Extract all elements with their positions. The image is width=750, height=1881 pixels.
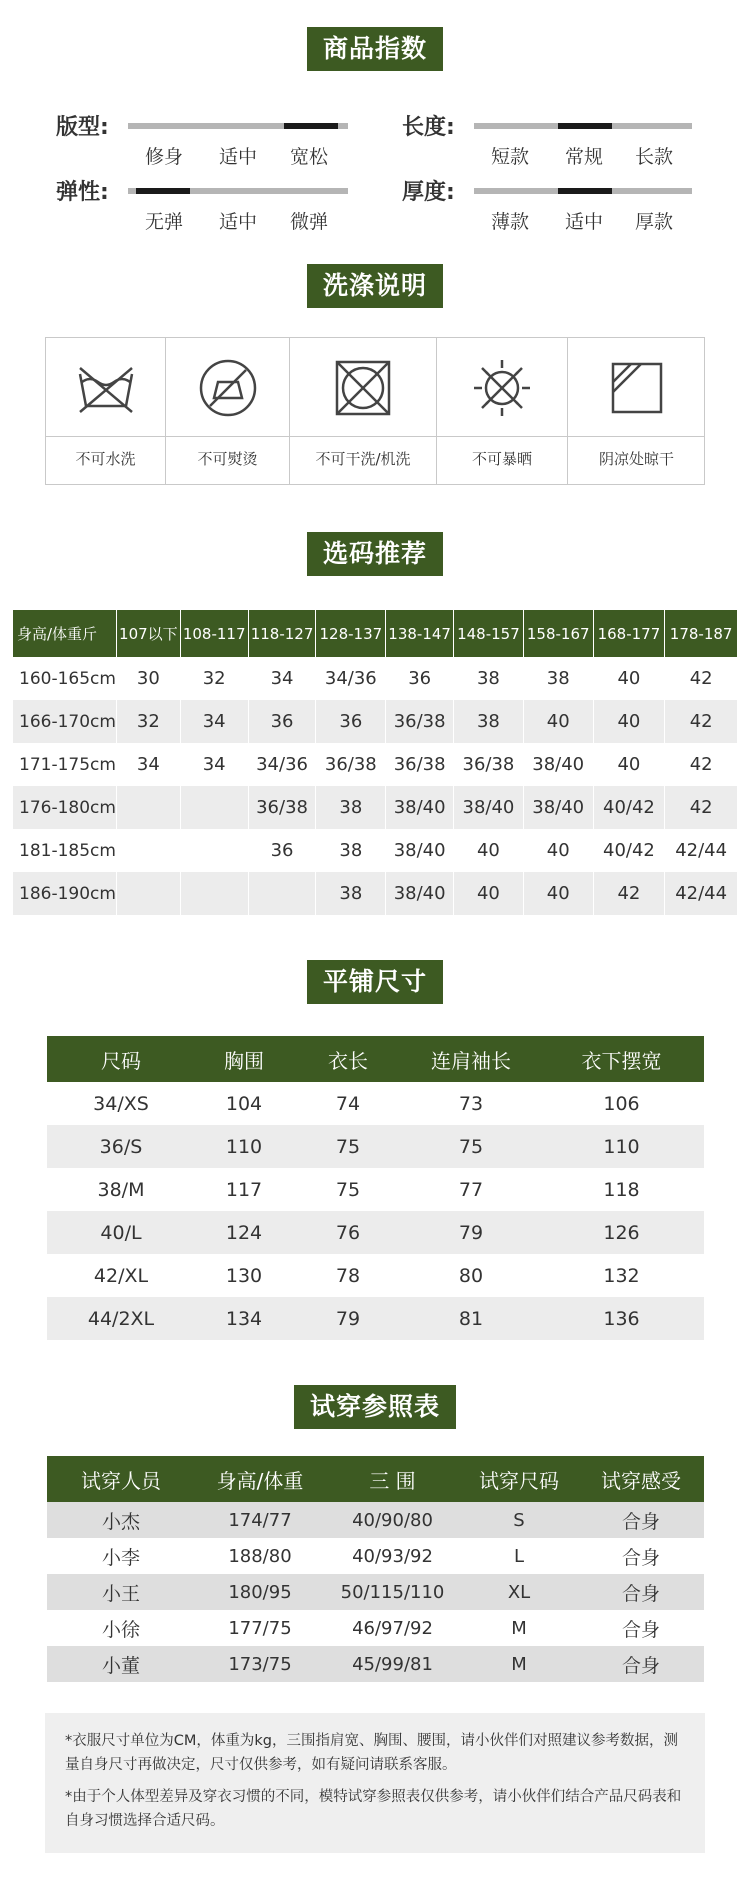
table-cell: [181, 786, 249, 829]
table-cell: 36/38: [454, 743, 524, 786]
table-row: [47, 1646, 704, 1682]
table-cell: 40: [524, 700, 594, 743]
table-cell: 38: [454, 700, 524, 743]
table-row: [13, 657, 738, 700]
table-cell: 40/42: [594, 829, 666, 872]
table-cell: 小徐: [101, 1618, 140, 1641]
table-row: [47, 1211, 704, 1254]
wash-item-no-dry-clean: [289, 338, 436, 484]
index-elasticity-option: 适中: [218, 211, 258, 233]
table-cell: XL: [460, 1574, 578, 1610]
table-row: [13, 829, 738, 872]
table-cell: 40/93/92: [352, 1545, 433, 1567]
table-cell: 160-165cm: [13, 657, 117, 700]
table-cell: 合身: [621, 1546, 660, 1569]
table-cell: 42/44: [665, 872, 738, 915]
table-cell: 126: [539, 1211, 704, 1254]
table-cell: 44/2XL: [47, 1297, 195, 1340]
table-cell: 合身: [578, 1574, 704, 1610]
table-cell: 36/38: [386, 700, 454, 743]
table-cell: 38/40: [386, 829, 454, 872]
size-notes: [45, 1713, 705, 1853]
table-cell: 40: [524, 872, 594, 915]
table-cell: 79: [293, 1297, 403, 1340]
section-title-tryon: 试穿参照表: [294, 1385, 456, 1429]
table-header-cell: 138-147: [386, 610, 454, 657]
wash-item-label: 不可水洗: [75, 450, 136, 468]
table-cell: 合身: [578, 1646, 704, 1682]
table-cell: 合身: [578, 1502, 704, 1538]
table-cell: 34: [249, 657, 317, 700]
table-header-cell: 128-137: [316, 610, 386, 657]
table-header-row: [13, 610, 738, 657]
index-fit-option: 适中: [218, 146, 258, 168]
table-cell: 34/36: [249, 743, 317, 786]
index-fit-option: 宽松: [289, 146, 329, 168]
table-cell: 171-175cm: [13, 743, 117, 786]
table-cell: 34/36: [316, 657, 386, 700]
table-header-cell: 身高/体重斤: [13, 610, 117, 657]
table-cell: 173/75: [195, 1646, 325, 1682]
table-header-cell: 试穿感受: [578, 1456, 704, 1502]
table-cell: L: [513, 1545, 525, 1567]
table-cell: 50/115/110: [325, 1574, 460, 1610]
table-cell: [249, 872, 317, 915]
table-header-cell: 衣长: [293, 1036, 403, 1082]
table-cell: 134: [195, 1297, 293, 1340]
table-cell: 36/38: [386, 743, 454, 786]
table-cell: 40/L: [47, 1211, 195, 1254]
tryon-table: [47, 1456, 704, 1682]
table-cell: 36: [316, 700, 386, 743]
table-cell: 38/M: [97, 1178, 145, 1201]
index-elasticity-marker: [136, 188, 190, 194]
wash-panel: [45, 337, 705, 485]
table-cell: 30: [117, 657, 181, 700]
table-cell: 小李: [101, 1546, 140, 1569]
table-header-cell: 148-157: [454, 610, 524, 657]
index-length-label: 长度:: [402, 115, 455, 140]
no-dry-clean-icon: [331, 356, 395, 420]
table-cell: M: [511, 1617, 527, 1639]
index-fit: [56, 110, 356, 170]
table-row: [13, 786, 738, 829]
table-row: [47, 1538, 704, 1574]
table-header-cell: 胸围: [195, 1036, 293, 1082]
table-cell: 46/97/92: [352, 1617, 433, 1639]
index-thickness-option: 厚款: [634, 211, 674, 233]
table-cell: M: [460, 1646, 578, 1682]
table-cell: 75: [293, 1125, 403, 1168]
table-header-cell: 三 围: [325, 1456, 460, 1502]
wash-item-shade-dry: [567, 338, 705, 484]
table-cell: 40: [594, 700, 666, 743]
table-cell: 40: [454, 829, 524, 872]
table-row: [47, 1125, 704, 1168]
table-cell: 38: [524, 657, 594, 700]
no-sun-icon: [470, 356, 534, 420]
table-cell: [181, 872, 249, 915]
wash-item-no-wash: [46, 338, 165, 484]
table-cell: [117, 872, 181, 915]
wash-divider: [437, 436, 567, 437]
table-cell: 118: [603, 1178, 640, 1201]
table-cell: 136: [539, 1297, 704, 1340]
table-cell: [117, 829, 181, 872]
table-cell: 42: [665, 657, 738, 700]
table-header-cell: 168-177: [594, 610, 666, 657]
table-header-cell: 107以下: [117, 610, 181, 657]
wash-item-label: 不可干洗/机洗: [315, 450, 411, 468]
table-header-cell: 108-117: [181, 610, 249, 657]
table-cell: 40: [524, 829, 594, 872]
table-cell: 38: [316, 829, 386, 872]
table-row: [47, 1502, 704, 1538]
index-thickness-option: 薄款: [490, 211, 530, 233]
table-cell: 34: [117, 743, 181, 786]
table-cell: 180/95: [195, 1574, 325, 1610]
index-thickness-option: 适中: [564, 211, 604, 233]
note-text: *衣服尺寸单位为CM，体重为kg，三围指肩宽、胸围、腰围，请小伙伴们对照建议参考数据，测量自身尺寸再做决定，尺寸仅供参考，如有疑问请联系客服。: [65, 1733, 678, 1773]
table-cell: 104: [225, 1092, 263, 1115]
table-cell: 40/42: [594, 786, 666, 829]
table-row: [47, 1168, 704, 1211]
index-thickness-label: 厚度:: [402, 180, 455, 205]
table-cell: 36/S: [47, 1125, 195, 1168]
table-cell: 166-170cm: [13, 700, 117, 743]
table-cell: 36: [386, 657, 454, 700]
table-header-cell: 118-127: [249, 610, 317, 657]
wash-item-label: 不可暴晒: [471, 450, 532, 468]
table-cell: 74: [335, 1092, 361, 1115]
table-header-row: [47, 1036, 704, 1082]
table-row: [13, 872, 738, 915]
table-cell: 36/38: [316, 743, 386, 786]
table-row: [47, 1254, 704, 1297]
table-cell: 32: [117, 700, 181, 743]
index-fit-bar: [128, 123, 348, 129]
table-cell: 40: [594, 743, 666, 786]
table-header-cell: 衣下摆宽: [539, 1036, 704, 1082]
index-thickness-marker: [558, 188, 612, 194]
table-cell: 40: [594, 657, 666, 700]
table-cell: 132: [603, 1264, 640, 1287]
index-elasticity-label: 弹性:: [56, 180, 109, 205]
table-cell: 34: [181, 743, 249, 786]
table-cell: 42/XL: [93, 1264, 149, 1287]
table-header-cell: 身高/体重: [195, 1456, 325, 1502]
table-cell: 181-185cm: [13, 829, 117, 872]
table-cell: 174/77: [195, 1502, 325, 1538]
table-cell: 77: [458, 1178, 484, 1201]
section-title-flat: 平铺尺寸: [307, 960, 443, 1004]
table-cell: 32: [181, 657, 249, 700]
wash-divider: [568, 436, 705, 437]
index-elasticity-option: 无弹: [144, 211, 184, 233]
table-cell: 38: [316, 872, 386, 915]
wash-item-label: 不可熨烫: [197, 450, 258, 468]
table-row: [47, 1610, 704, 1646]
index-length: [402, 110, 702, 170]
table-cell: 38/40: [386, 872, 454, 915]
table-cell: 73: [458, 1092, 484, 1115]
table-cell: 106: [603, 1092, 640, 1115]
table-cell: 76: [293, 1211, 403, 1254]
table-cell: 小董: [47, 1646, 195, 1682]
table-cell: 188/80: [228, 1545, 292, 1567]
table-cell: 80: [458, 1264, 484, 1287]
table-row: [47, 1082, 704, 1125]
no-wash-icon: [74, 356, 138, 420]
table-cell: 186-190cm: [13, 872, 117, 915]
table-cell: 合身: [621, 1618, 660, 1641]
index-length-marker: [558, 123, 612, 129]
wash-item-no-iron: [165, 338, 289, 484]
section-title-size-rec: 选码推荐: [307, 532, 443, 576]
table-header-cell: 试穿人员: [47, 1456, 195, 1502]
section-title-wash: 洗涤说明: [307, 264, 443, 308]
table-cell: 117: [225, 1178, 263, 1201]
wash-divider: [290, 436, 436, 437]
wash-divider: [46, 436, 165, 437]
table-cell: 42: [665, 700, 738, 743]
note-text: *由于个人体型差异及穿衣习惯的不同，模特试穿参照表仅供参考，请小伙伴们结合产品尺码表和自身习惯选择合适尺码。: [65, 1789, 682, 1829]
table-cell: 81: [403, 1297, 539, 1340]
table-cell: 176-180cm: [13, 786, 117, 829]
table-cell: 38: [454, 657, 524, 700]
table-cell: 78: [335, 1264, 361, 1287]
table-cell: 小王: [47, 1574, 195, 1610]
table-cell: 130: [225, 1264, 263, 1287]
table-cell: 42: [594, 872, 666, 915]
no-iron-icon: [196, 356, 260, 420]
table-row: [13, 700, 738, 743]
table-cell: 45/99/81: [325, 1646, 460, 1682]
wash-item-label: 阴凉处晾干: [598, 450, 674, 468]
index-length-option: 长款: [634, 146, 674, 168]
table-cell: 110: [539, 1125, 704, 1168]
index-thickness-bar: [474, 188, 692, 194]
table-row: [47, 1574, 704, 1610]
table-cell: 38/40: [524, 786, 594, 829]
table-header-cell: 试穿尺码: [460, 1456, 578, 1502]
table-cell: 75: [335, 1178, 361, 1201]
table-cell: 40/90/80: [325, 1502, 460, 1538]
table-cell: 75: [403, 1125, 539, 1168]
wash-item-no-sun: [436, 338, 567, 484]
table-cell: 36/38: [249, 786, 317, 829]
table-header-cell: 尺码: [47, 1036, 195, 1082]
table-cell: [181, 829, 249, 872]
table-cell: 38/40: [524, 743, 594, 786]
table-cell: 42: [665, 786, 738, 829]
index-elasticity: [56, 175, 356, 235]
table-header-row: [47, 1456, 704, 1502]
table-cell: 小杰: [47, 1502, 195, 1538]
table-cell: 79: [403, 1211, 539, 1254]
index-fit-marker: [284, 123, 338, 129]
wash-divider: [166, 436, 289, 437]
table-cell: 42/44: [665, 829, 738, 872]
table-cell: 38: [316, 786, 386, 829]
table-cell: 38/40: [454, 786, 524, 829]
table-header-cell: 178-187: [665, 610, 738, 657]
index-length-option: 短款: [490, 146, 530, 168]
index-elasticity-bar: [128, 188, 348, 194]
index-thickness: [402, 175, 702, 235]
section-title-index: 商品指数: [307, 27, 443, 71]
table-cell: 34/XS: [93, 1092, 149, 1115]
table-cell: 177/75: [228, 1617, 292, 1639]
table-cell: 40: [454, 872, 524, 915]
table-cell: 34: [181, 700, 249, 743]
index-length-option: 常规: [564, 146, 604, 168]
index-fit-option: 修身: [144, 146, 184, 168]
table-cell: 36: [249, 700, 317, 743]
shade-dry-icon: [605, 356, 669, 420]
size-recommendation-table: [13, 610, 738, 915]
table-cell: S: [460, 1502, 578, 1538]
table-header-cell: 连肩袖长: [403, 1036, 539, 1082]
index-elasticity-option: 微弹: [289, 211, 329, 233]
table-cell: 124: [195, 1211, 293, 1254]
table-cell: 110: [195, 1125, 293, 1168]
table-cell: 38/40: [386, 786, 454, 829]
table-cell: 42: [665, 743, 738, 786]
table-row: [13, 743, 738, 786]
table-header-cell: 158-167: [524, 610, 594, 657]
table-row: [47, 1297, 704, 1340]
table-cell: [117, 786, 181, 829]
flat-size-table: [47, 1036, 704, 1340]
index-fit-label: 版型:: [56, 115, 109, 140]
table-cell: 36: [249, 829, 317, 872]
index-length-bar: [474, 123, 692, 129]
